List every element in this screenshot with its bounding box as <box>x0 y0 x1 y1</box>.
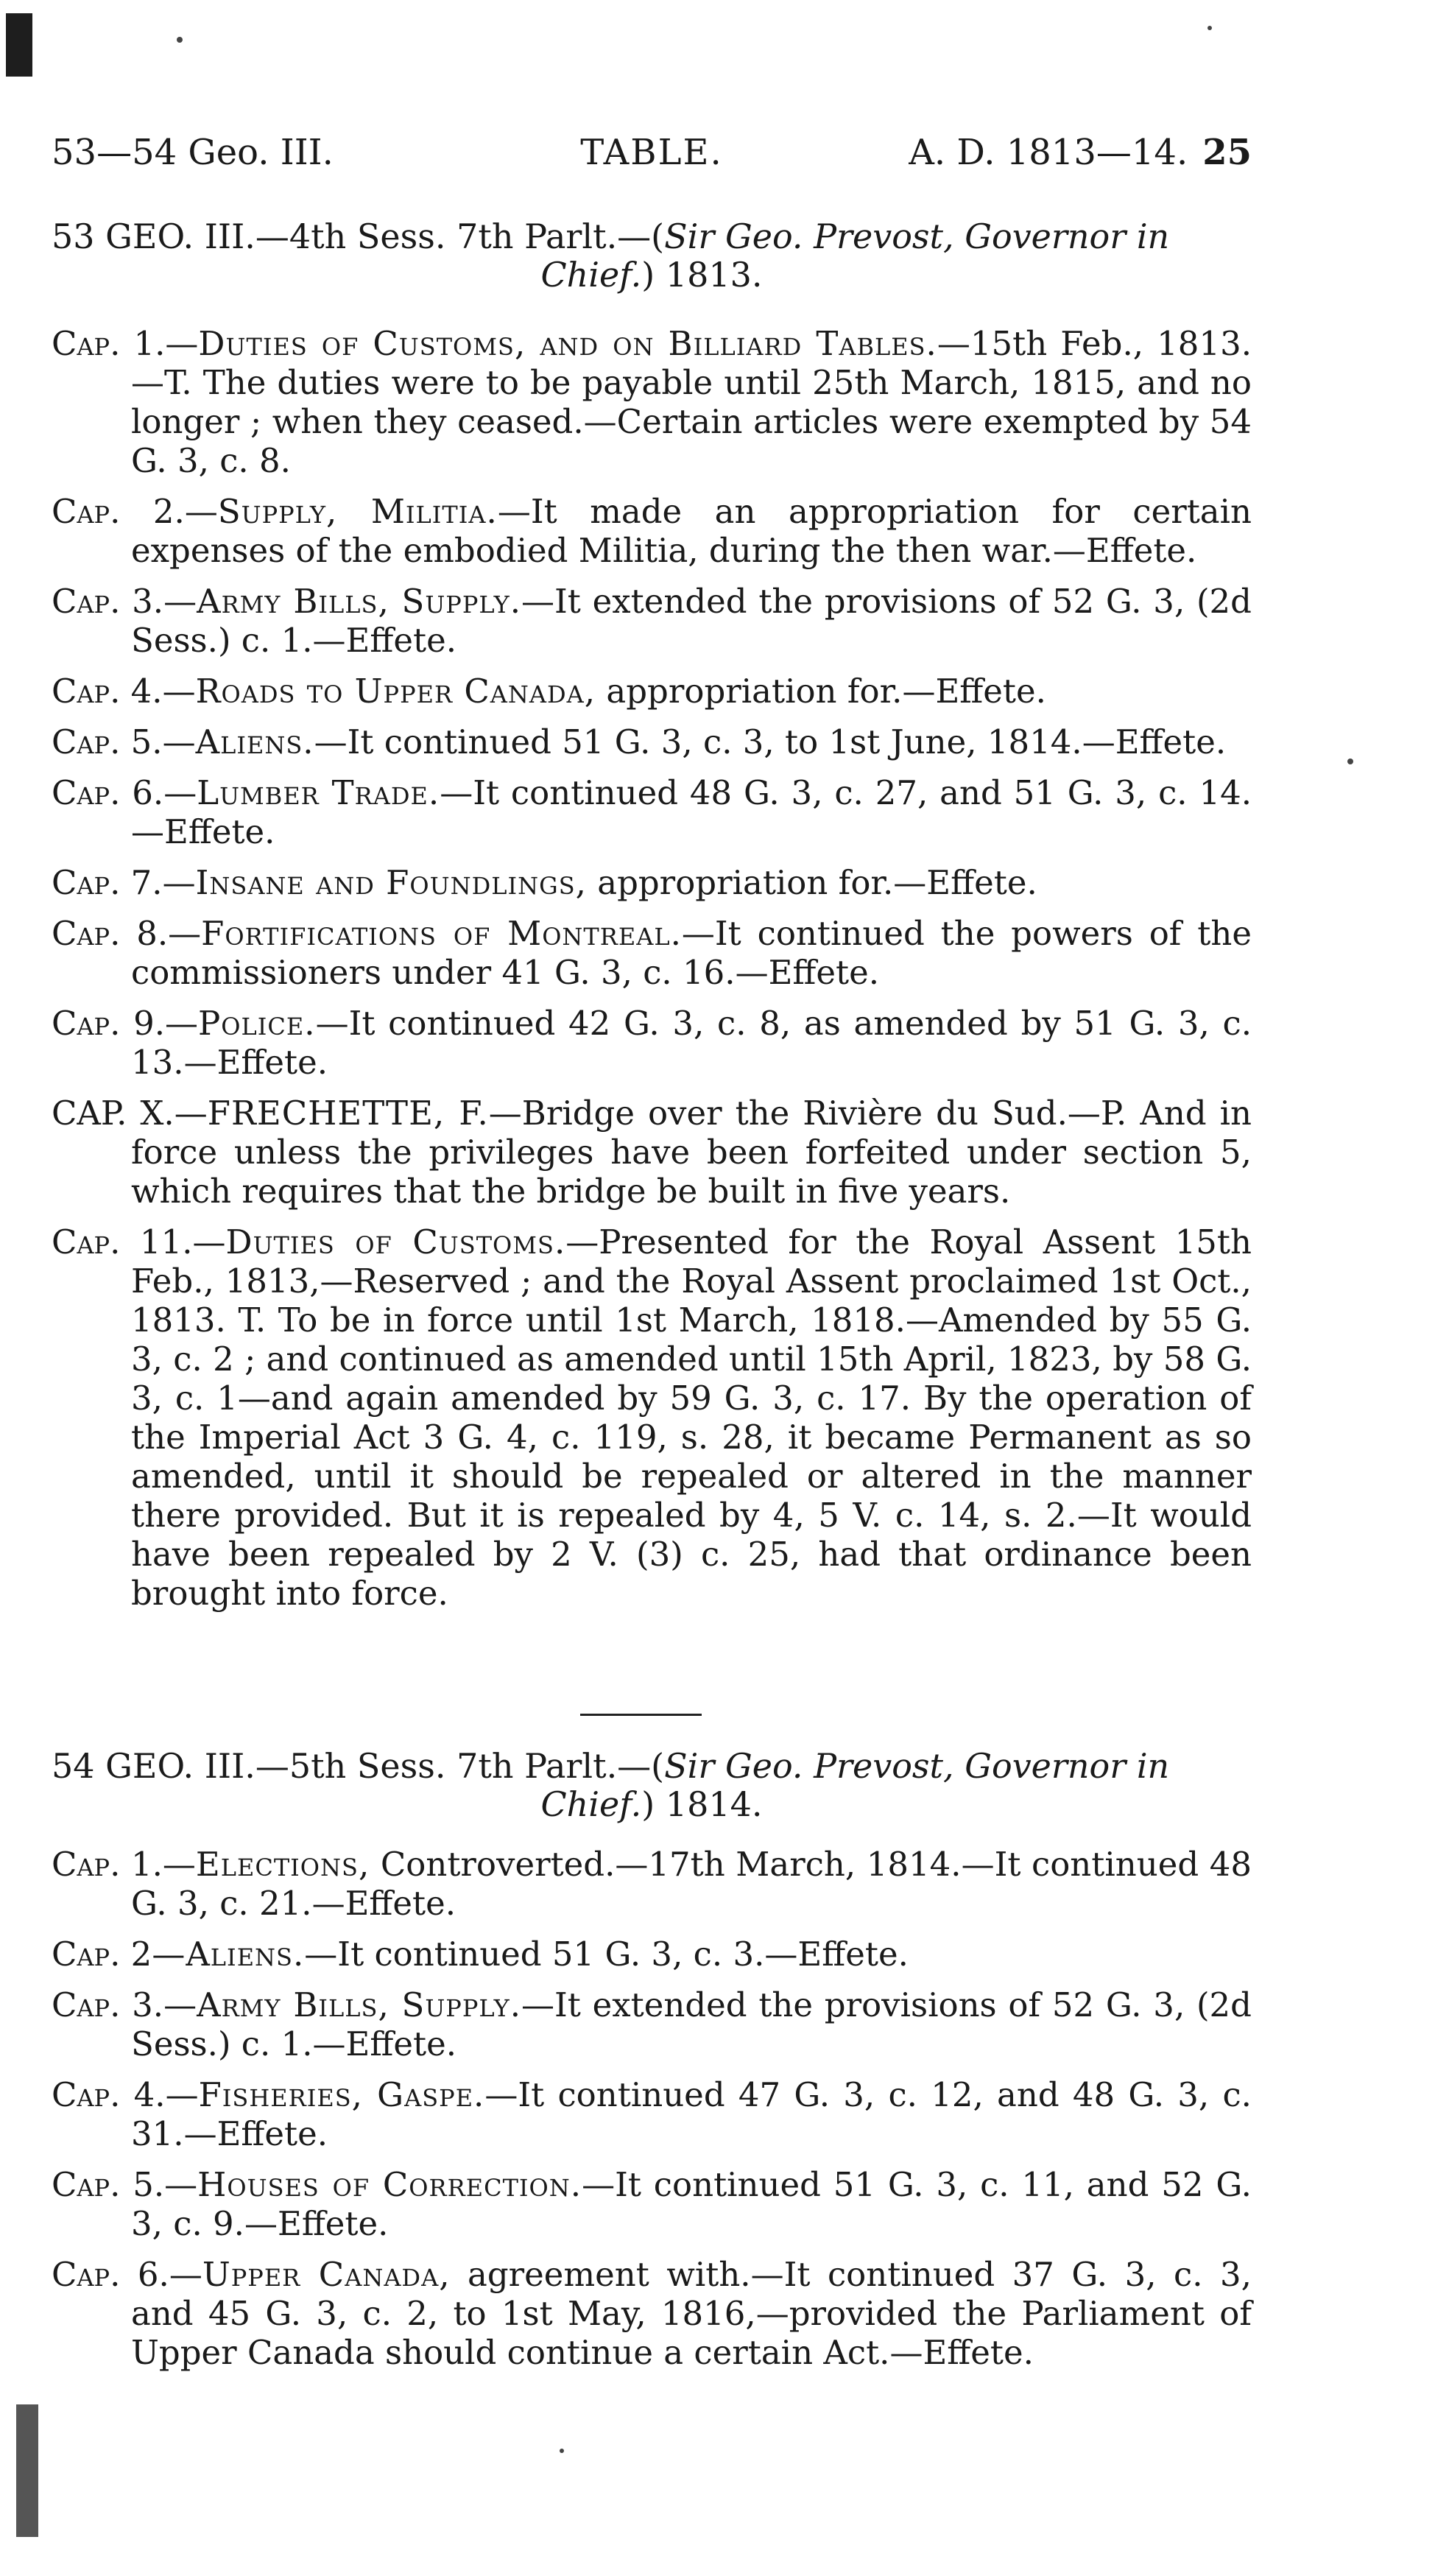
chapter-number: Cap. 4. <box>52 2075 166 2114</box>
scan-edge-mark-bottom <box>16 2404 38 2537</box>
chapter-title: Elections, <box>195 1845 370 1884</box>
chapter-entry: Cap. 5.—Aliens.—It continued 51 G. 3, c. 3, to 1st June, 1814.—Effete. <box>52 722 1227 761</box>
chapter-number: Cap. 6. <box>52 2255 169 2294</box>
section-heading-chief: Chief. <box>540 255 642 295</box>
chapter-text: —It extended the provisions of 52 G. 3, (2d Sess.) c. 1.—Effete. <box>131 1985 1252 2063</box>
scan-edge-mark-top <box>6 13 32 77</box>
chapter-text: appropriation for.—Effete. <box>596 672 1046 711</box>
chapter-number: Cap. 3. <box>52 1985 164 2024</box>
chapter-entry: Cap. 9.—Police.—It continued 42 G. 3, c. 8, as amended by 51 G. 3, c. 13.—Effete. <box>52 1004 1252 1082</box>
chapter-text: —It continued 48 G. 3, c. 27, and 51 G. 3, c. 14.—Effete. <box>131 773 1252 851</box>
section-heading-governor: Sir Geo. Prevost, Governor in <box>664 217 1170 256</box>
chapter-list-1814 <box>52 1845 1252 2384</box>
chapter-title: —Aliens. <box>152 1935 305 1974</box>
scan-speck <box>1347 759 1353 764</box>
chapter-entry: Cap. 1.—Duties of Customs, and on Billiard Tables.—15th Feb., 1813.—T. The duties were to be payable until 25th March, 1815, and no longer ; when they ceased.—Certain articles were exempted by 54 G. 3, c. 8. <box>52 324 1252 480</box>
chapter-text: —It continued 47 G. 3, c. 12, and 48 G. 3, c. 31.—Effete. <box>131 2075 1252 2153</box>
chapter-title: Fortifications of Montreal. <box>201 914 682 953</box>
scan-speck <box>177 37 183 43</box>
section-heading-text: 54 GEO. III.—5th Sess. 7th Parlt.—( <box>52 1746 665 1786</box>
chapter-number: Cap. 1. <box>52 324 166 363</box>
chapter-number: Cap. 4. <box>52 672 163 711</box>
chapter-text: agreement with.—It continued 37 G. 3, c. 3, and 45 G. 3, c. 2, to 1st May, 1816,—provided the Parliament of Upper Canada should continue a certain Act.—Effete. <box>131 2255 1252 2372</box>
chapter-title: Supply, Militia. <box>217 492 498 531</box>
page-number: 25 <box>1202 132 1252 173</box>
chapter-entry: Cap. 1.—Elections, Controverted.—17th March, 1814.—It continued 48 G. 3, c. 21.—Effete. <box>52 1845 1252 1923</box>
chapter-entry: Cap. 11.—Duties of Customs.—Presented for the Royal Assent 15th Feb., 1813,—Reserved ; and the Royal Assent proclaimed 1st Oct., 1813. T. To be in force until 1st March, 1818.—Amended by 55 G. 3, c. 2 ; and continued as amended until 15th April, 1823, by 58 G. 3, c. 1—and again amended by 59 G. 3, c. 17. By the operation of the Imperial Act 3 G. 4, c. 119, s. 28, it became Permanent as so amended, until it should be repealed or altered in the manner there provided. But it is repealed by 4, 5 V. c. 14, s. 2.—It would have been repealed by 2 V. (3) c. 25, had that ordinance been brought into force. <box>52 1222 1252 1613</box>
chapter-entry: Cap. 7.—Insane and Foundlings, appropriation for.—Effete. <box>52 863 1037 902</box>
chapter-text: —It made an appropriation for certain expenses of the embodied Militia, during the then war.—Effete. <box>131 492 1252 570</box>
section-heading-1813 <box>52 217 1252 294</box>
chapter-text: —15th Feb., 1813.—T. The duties were to be payable until 25th March, 1815, and no longer ; when they ceased.—Certain articles were exempted by 54 G. 3, c. 8. <box>131 324 1252 480</box>
section-heading-governor: Sir Geo. Prevost, Governor in <box>664 1746 1170 1786</box>
chapter-title: Houses of Correction. <box>197 2165 582 2204</box>
section-heading-text: 53 GEO. III.—4th Sess. 7th Parlt.—( <box>52 217 665 256</box>
chapter-title: Roads to Upper Canada, <box>195 672 596 711</box>
chapter-number: Cap. 5. <box>52 722 163 761</box>
chapter-entry: Cap. 6.—Upper Canada, agreement with.—It continued 37 G. 3, c. 3, and 45 G. 3, c. 2, to 1st May, 1816,—provided the Parliament of Upper Canada should continue a certain Act.—Effete. <box>52 2255 1252 2372</box>
chapter-number: Cap. 1. <box>52 1845 163 1884</box>
chapter-title: Insane and Foundlings, <box>195 863 587 902</box>
chapter-entry: Cap. 3.—Army Bills, Supply.—It extended the provisions of 52 G. 3, (2d Sess.) c. 1.—Effete. <box>52 582 1252 660</box>
section-heading-year: ) 1813. <box>641 255 763 295</box>
chapter-text: —It continued 51 G. 3, c. 3.—Effete. <box>304 1935 909 1974</box>
chapter-title: Police. <box>198 1004 316 1043</box>
chapter-number: Cap. 11. <box>52 1222 193 1261</box>
chapter-title: Fisheries, Gaspe. <box>198 2075 485 2114</box>
section-heading-1814 <box>52 1747 1252 1823</box>
chapter-number: Cap. 7. <box>52 863 163 902</box>
chapter-number: Cap. 9. <box>52 1004 166 1043</box>
chapter-number: Cap. 6. <box>52 773 164 812</box>
section-heading-year: ) 1814. <box>641 1784 763 1824</box>
running-head-right <box>909 127 1252 178</box>
running-head-year: A. D. 1813—14. <box>909 132 1188 173</box>
chapter-list-1813 <box>52 324 1252 1625</box>
section-heading-line2 <box>52 1785 1252 1823</box>
chapter-entry: Cap. 4.—Fisheries, Gaspe.—It continued 47 G. 3, c. 12, and 48 G. 3, c. 31.—Effete. <box>52 2075 1252 2153</box>
scan-speck <box>560 2449 564 2453</box>
chapter-entry: Cap. 8.—Fortifications of Montreal.—It continued the powers of the commissioners under 41 G. 3, c. 16.—Effete. <box>52 914 1252 992</box>
chapter-title: Duties of Customs. <box>225 1222 566 1261</box>
chapter-number: Cap. 5. <box>52 2165 165 2204</box>
chapter-title: Aliens. <box>195 722 314 761</box>
section-heading-line2 <box>52 256 1252 294</box>
chapter-number: Cap. 8. <box>52 914 169 953</box>
chapter-number: Cap. 2. <box>52 492 185 531</box>
chapter-text: —It continued 42 G. 3, c. 8, as amended by 51 G. 3, c. 13.—Effete. <box>131 1004 1252 1082</box>
chapter-text: —It continued 51 G. 3, c. 3, to 1st June, 1814.—Effete. <box>314 722 1227 761</box>
chapter-title: Duties of Customs, and on Billiard Tables. <box>198 324 937 363</box>
running-head-center: TABLE. <box>580 132 723 173</box>
chapter-entry: Cap. 6.—Lumber Trade.—It continued 48 G. 3, c. 27, and 51 G. 3, c. 14.—Effete. <box>52 773 1252 851</box>
chapter-title: Army Bills, Supply. <box>197 1985 521 2024</box>
section-heading-line1 <box>52 1747 1252 1785</box>
chapter-number: Cap. 3. <box>52 582 164 621</box>
chapter-entry: Cap. 5.—Houses of Correction.—It continued 51 G. 3, c. 11, and 52 G. 3, c. 9.—Effete. <box>52 2165 1252 2243</box>
section-divider <box>580 1714 702 1716</box>
chapter-entry: CAP. X.—FRECHETTE, F.—Bridge over the Rivière du Sud.—P. And in force unless the privileges have been forfeited under section 5, which requires that the bridge be built in five years. <box>52 1094 1252 1211</box>
chapter-entry: Cap. 4.—Roads to Upper Canada, appropriation for.—Effete. <box>52 672 1046 711</box>
chapter-entry: Cap. 3.—Army Bills, Supply.—It extended the provisions of 52 G. 3, (2d Sess.) c. 1.—Effete. <box>52 1985 1252 2063</box>
section-heading-chief: Chief. <box>540 1784 642 1824</box>
chapter-text: —Presented for the Royal Assent 15th Feb., 1813,—Reserved ; and the Royal Assent proclaimed 1st Oct., 1813. T. To be in force until 1st March, 1818.—Amended by 55 G. 3, c. 2 ; and continued as amended until 15th April, 1823, by 58 G. 3, c. 1—and again amended by 59 G. 3, c. 17. By the operation of the Imperial Act 3 G. 4, c. 119, s. 28, it became Permanent as so amended, until it should be repealed or altered in the manner there provided. But it is repealed by 4, 5 V. c. 14, s. 2.—It would have been repealed by 2 V. (3) c. 25, had that ordinance been brought into force. <box>131 1222 1252 1613</box>
chapter-text: —It extended the provisions of 52 G. 3, (2d Sess.) c. 1.—Effete. <box>131 582 1252 660</box>
scan-speck <box>1207 26 1212 30</box>
chapter-number: CAP. X. <box>52 1094 174 1133</box>
chapter-title: Upper Canada, <box>202 2255 451 2294</box>
chapter-number: Cap. 2 <box>52 1935 152 1974</box>
chapter-title: Army Bills, Supply. <box>197 582 521 621</box>
section-heading-line1 <box>52 217 1252 256</box>
chapter-text: —It continued the powers of the commissioners under 41 G. 3, c. 16.—Effete. <box>131 914 1252 992</box>
chapter-title: Lumber Trade. <box>197 773 440 812</box>
chapter-text: appropriation for.—Effete. <box>586 863 1037 902</box>
chapter-title: FRECHETTE, F. <box>207 1094 489 1133</box>
chapter-entry: Cap. 2.—Supply, Militia.—It made an appropriation for certain expenses of the embodied Militia, during the then war.—Effete. <box>52 492 1252 570</box>
chapter-text: —Bridge over the Rivière du Sud.—P. And in force unless the privileges have been forfeited under section 5, which requires that the bridge be built in five years. <box>131 1094 1252 1211</box>
chapter-text: Controverted.—17th March, 1814.—It continued 48 G. 3, c. 21.—Effete. <box>131 1845 1252 1923</box>
chapter-text: —It continued 51 G. 3, c. 11, and 52 G. 3, c. 9.—Effete. <box>131 2165 1252 2243</box>
running-head-left: 53—54 Geo. III. <box>52 132 334 173</box>
running-head <box>52 127 1252 178</box>
chapter-entry <box>52 1935 1252 1974</box>
